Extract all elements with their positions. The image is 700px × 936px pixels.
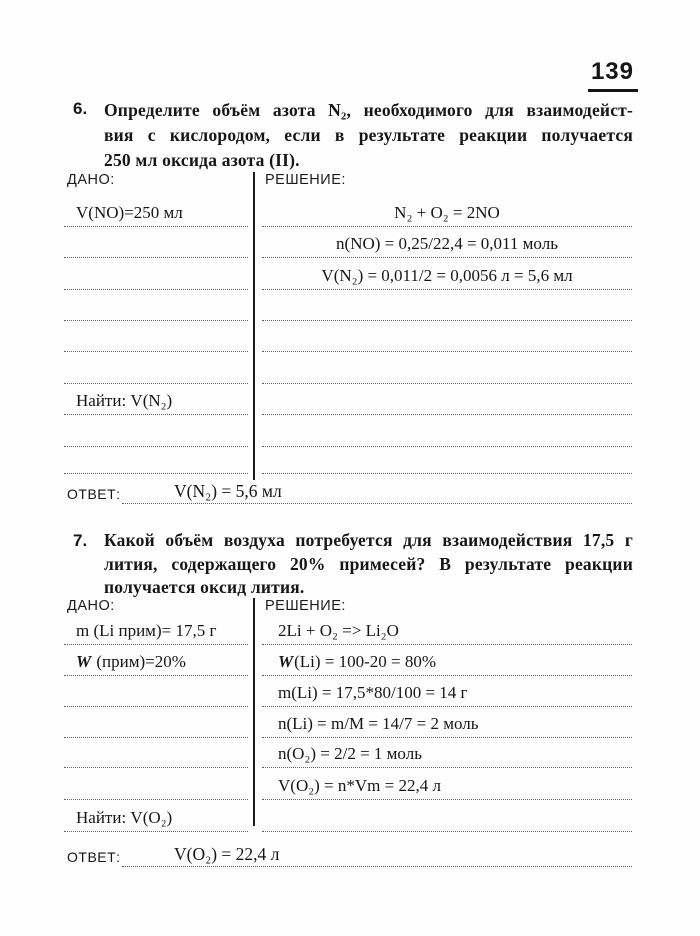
solution-row — [262, 618, 632, 645]
problem-7-text-line: Какой объём воздуха потребуется для взаимодействия 17,5 г — [104, 530, 633, 550]
solution-step-rest: (Li) = 100-20 = 80% — [294, 652, 437, 671]
given-label: ДАНО: — [67, 598, 115, 614]
column-divider — [253, 598, 255, 826]
solution-column — [262, 172, 632, 474]
solution-row — [262, 192, 632, 227]
problem-6-answer-row — [64, 478, 632, 504]
solution-label: РЕШЕНИЕ: — [265, 598, 346, 614]
solution-column — [262, 598, 632, 832]
solution-equation: 2Li + O₂ => Li₂O — [278, 621, 399, 640]
solution-row — [262, 645, 632, 676]
solution-row — [262, 768, 632, 800]
given-label: ДАНО: — [67, 172, 115, 188]
problem-7-text-line: получается оксид лития. — [104, 577, 305, 597]
blank-line — [64, 290, 248, 321]
given-column — [64, 598, 248, 832]
solution-step: n(NO) = 0,25/22,4 = 0,011 моль — [336, 234, 558, 253]
problem-6-text-line: Определите объём азота N₂, необходимого для взаимодейст- — [104, 100, 633, 120]
solution-row — [262, 707, 632, 738]
problem-7-text — [104, 529, 633, 600]
given-row — [64, 645, 248, 676]
mass-fraction-symbol: W — [76, 652, 92, 671]
given-column — [64, 172, 248, 474]
blank-line — [64, 258, 248, 290]
blank-line — [64, 447, 248, 474]
given-value: m (Li прим)= 17,5 г — [76, 621, 217, 640]
solution-row — [262, 227, 632, 258]
blank-line — [64, 352, 248, 384]
find-value: Найти: V(O₂) — [76, 808, 173, 827]
find-row — [64, 384, 248, 415]
solution-row — [262, 676, 632, 707]
problem-6-text-line: вия с кислородом, если в результате реакции получается — [104, 125, 633, 145]
problem-7-text-line: лития, содержащего 20% примесей? В результате реакции — [104, 553, 633, 574]
find-value: Найти: V(N₂) — [76, 391, 173, 410]
blank-line — [64, 707, 248, 738]
problem-6-number: 6. — [73, 99, 88, 118]
given-row — [64, 192, 248, 227]
blank-line — [262, 800, 632, 832]
problem-7-table — [64, 598, 632, 832]
blank-line — [64, 676, 248, 707]
answer-label: ОТВЕТ: — [67, 849, 121, 865]
blank-line — [262, 384, 632, 415]
given-value: V(NO)=250 мл — [76, 203, 183, 222]
problem-6-text-line: 250 мл оксида азота (II). — [104, 150, 300, 170]
page-number: 139 — [590, 58, 634, 85]
blank-line — [262, 415, 632, 447]
solution-step — [262, 652, 436, 675]
answer-label: ОТВЕТ: — [67, 486, 121, 502]
column-divider — [253, 172, 255, 480]
solution-step: m(Li) = 17,5*80/100 = 14 г — [278, 683, 468, 702]
blank-line — [64, 738, 248, 768]
blank-line — [64, 227, 248, 258]
blank-line — [262, 290, 632, 321]
given-value-rest: (прим)=20% — [92, 652, 186, 671]
answer-value: V(O₂) = 22,4 л — [174, 844, 280, 864]
page-number-underline — [588, 89, 638, 92]
answer-underline — [122, 503, 632, 504]
problem-6-text — [104, 98, 633, 173]
mass-fraction-symbol: W — [278, 652, 294, 671]
problem-7-number: 7. — [73, 531, 88, 550]
answer-underline — [122, 866, 632, 867]
solution-row — [262, 258, 632, 290]
problem-7-answer-row — [64, 841, 632, 867]
blank-line — [64, 321, 248, 352]
blank-line — [64, 768, 248, 800]
problem-6-table — [64, 172, 632, 480]
given-value — [64, 652, 186, 675]
solution-row — [262, 738, 632, 768]
given-row — [64, 618, 248, 645]
blank-line — [64, 415, 248, 447]
solution-step: n(Li) = m/M = 14/7 = 2 моль — [278, 714, 479, 733]
solution-step: V(O₂) = n*Vm = 22,4 л — [278, 776, 441, 795]
blank-line — [262, 352, 632, 384]
blank-line — [262, 447, 632, 474]
solution-label: РЕШЕНИЕ: — [265, 172, 346, 188]
solution-step: n(O₂) = 2/2 = 1 моль — [278, 744, 422, 763]
blank-line — [262, 321, 632, 352]
solution-equation: N₂ + O₂ = 2NO — [394, 203, 500, 222]
solution-step: V(N₂) = 0,011/2 = 0,0056 л = 5,6 мл — [321, 266, 573, 285]
find-row — [64, 800, 248, 832]
answer-value: V(N₂) = 5,6 мл — [174, 481, 282, 501]
